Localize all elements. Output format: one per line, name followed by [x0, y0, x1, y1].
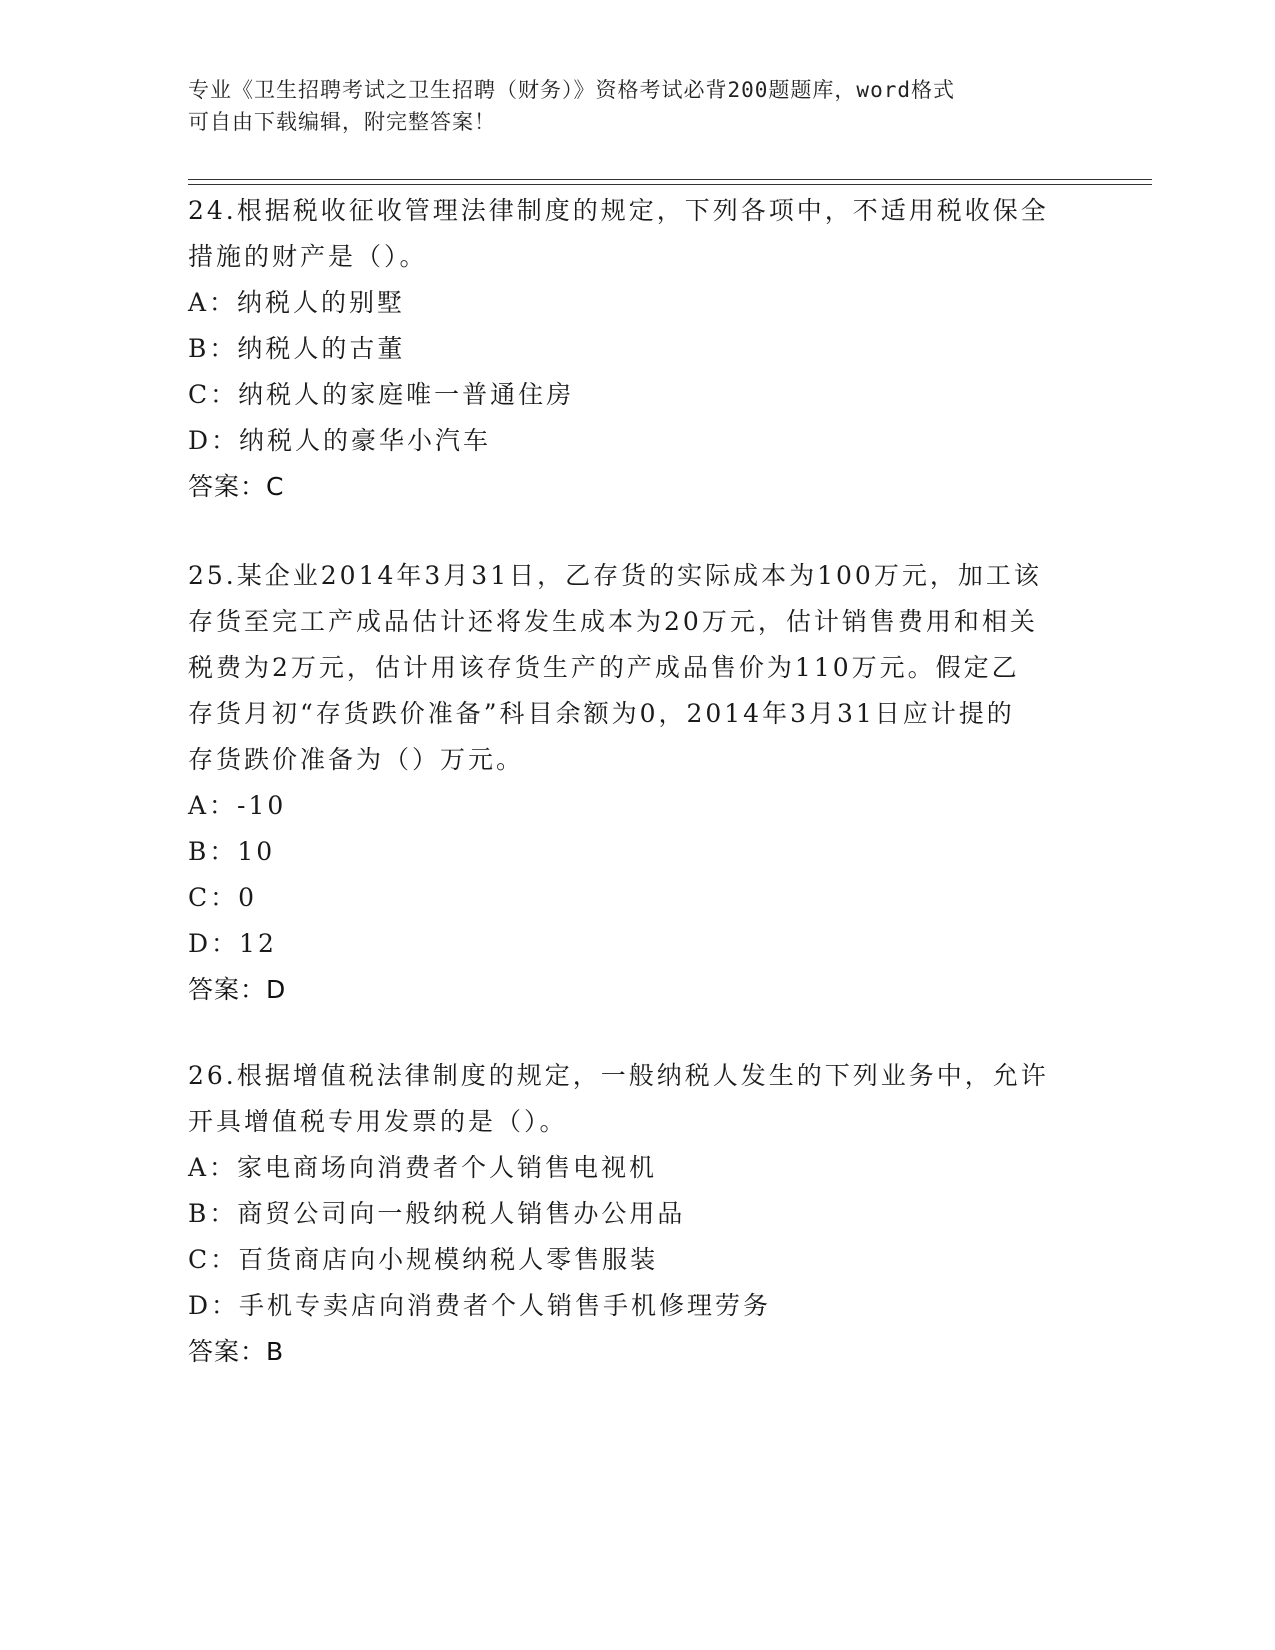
question-text-line: 税费为2万元，估计用该存货生产的产成品售价为110万元。假定乙 — [188, 653, 1020, 682]
option-a: A：家电商场向消费者个人销售电视机 — [188, 1153, 658, 1182]
header-line-1: 专业《卫生招聘考试之卫生招聘（财务）》资格考试必背200题题库，word格式 — [188, 78, 955, 102]
question-text — [188, 1053, 1088, 1145]
question-text — [188, 553, 1088, 783]
question-26 — [188, 1053, 1088, 1375]
answer-line: 答案：B — [188, 1337, 285, 1366]
question-text-line: 26.根据增值税法律制度的规定，一般纳税人发生的下列业务中，允许 — [188, 1061, 1049, 1090]
question-text-line: 存货至完工产成品估计还将发生成本为20万元，估计销售费用和相关 — [188, 607, 1038, 636]
question-text — [188, 188, 1088, 280]
question-text-line: 24.根据税收征收管理法律制度的规定，下列各项中，不适用税收保全 — [188, 196, 1049, 225]
option-b: B：商贸公司向一般纳税人销售办公用品 — [188, 1199, 686, 1228]
option-b: B：10 — [188, 837, 276, 866]
question-text-line: 25.某企业2014年3月31日，乙存货的实际成本为100万元，加工该 — [188, 561, 1042, 590]
option-a: A：-10 — [188, 791, 287, 820]
option-c: C：百货商店向小规模纳税人零售服装 — [188, 1245, 659, 1274]
document-header — [188, 74, 1088, 138]
question-text-line: 措施的财产是（）。 — [188, 242, 428, 271]
option-d: D：纳税人的豪华小汽车 — [188, 426, 492, 455]
question-24 — [188, 188, 1088, 510]
option-d: D：12 — [188, 929, 277, 958]
option-c: C：0 — [188, 883, 258, 912]
header-divider-bottom — [188, 184, 1152, 185]
question-text-line: 存货跌价准备为（）万元。 — [188, 745, 525, 774]
option-d: D：手机专卖店向消费者个人销售手机修理劳务 — [188, 1291, 772, 1320]
option-b: B：纳税人的古董 — [188, 334, 406, 363]
option-c: C：纳税人的家庭唯一普通住房 — [188, 380, 575, 409]
option-a: A：纳税人的别墅 — [188, 288, 406, 317]
header-line-2: 可自由下载编辑，附完整答案！ — [188, 110, 496, 134]
question-text-line: 存货月初“存货跌价准备”科目余额为0，2014年3月31日应计提的 — [188, 699, 1015, 728]
answer-line: 答案：C — [188, 472, 285, 501]
question-25 — [188, 553, 1088, 1013]
answer-line: 答案：D — [188, 975, 287, 1004]
header-divider-top — [188, 179, 1152, 180]
question-text-line: 开具增值税专用发票的是（）。 — [188, 1107, 568, 1136]
